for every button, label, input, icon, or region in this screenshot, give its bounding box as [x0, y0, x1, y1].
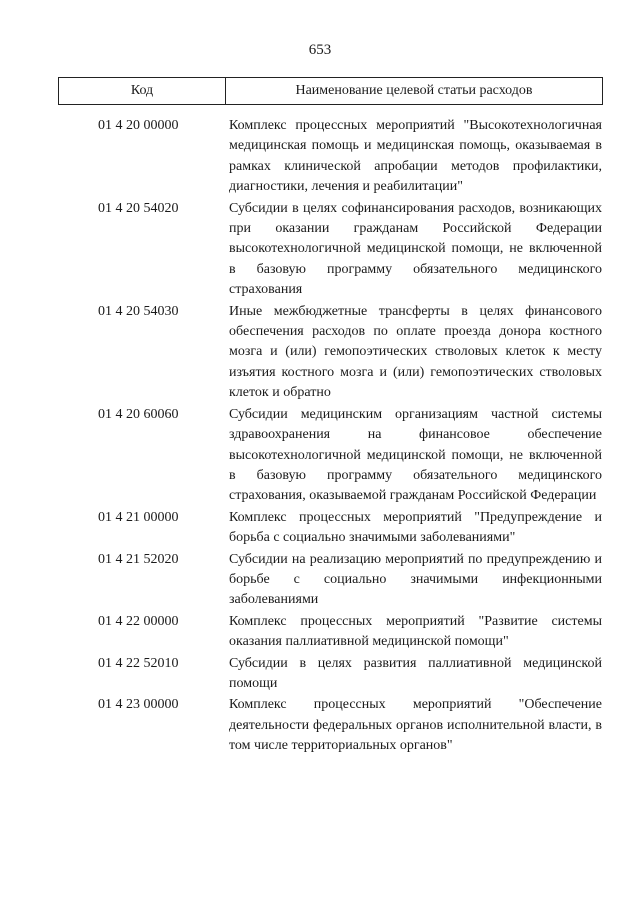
- expense-items-list: [58, 116, 603, 758]
- row-name: Иные межбюджетные трансферты в целях финансового обеспечения расходов по оплате проезда донора костного мозга и (или) гемопоэтических стволовых клеток к месту изъятия костного мозга и (или) гемопоэтических стволовых клеток и обратно: [229, 303, 602, 401]
- column-header-code: Код: [59, 78, 226, 104]
- row-name: Субсидии медицинским организациям частной системы здравоохранения на финансовое обеспечение высокотехнологичной медицинской помощи, не включенной в базовую программу обязательного медицинского страхования, оказываемой гражданам Российской Федерации: [229, 406, 602, 504]
- row-name: Субсидии в целях развития паллиативной медицинской помощи: [229, 655, 602, 691]
- row-name: Комплекс процессных мероприятий "Предупреждение и борьба с социально значимыми заболеваниями": [229, 509, 602, 546]
- row-name: Комплекс процессных мероприятий "Развитие системы оказания паллиативной медицинской помощи": [229, 613, 602, 650]
- table-row: [58, 508, 603, 549]
- row-code: 01 4 21 00000: [98, 509, 179, 525]
- row-code: 01 4 20 60060: [98, 406, 179, 422]
- table-row: [58, 199, 603, 301]
- table-row: [58, 550, 603, 611]
- row-code: 01 4 23 00000: [98, 697, 179, 713]
- page-number: 653: [308, 42, 332, 58]
- row-code: 01 4 22 00000: [98, 613, 179, 629]
- table-row: [58, 116, 603, 198]
- column-header-name: Наименование целевой статьи расходов: [295, 83, 533, 98]
- row-name: Субсидии в целях софинансирования расходов, возникающих при оказании гражданам Российской Федерации высокотехнологичной медицинской помощи, не включенной в базовую программу обязательного медицинского страхования: [229, 200, 602, 298]
- table-row: [58, 695, 603, 756]
- row-code: 01 4 21 52020: [98, 551, 179, 567]
- row-code: 01 4 20 54030: [98, 303, 179, 319]
- table-row: [58, 654, 603, 695]
- table-row: [58, 612, 603, 653]
- row-code: 01 4 20 00000: [98, 118, 179, 133]
- row-code: 01 4 20 54020: [98, 200, 179, 216]
- table-row: [58, 405, 603, 507]
- table-row: [58, 302, 603, 404]
- row-name: Комплекс процессных мероприятий "Высокотехнологичная медицинская помощь и медицинская помощь, оказываемая в рамках клинической апробации методов профилактики, диагностики, лечения и реабилитации": [229, 118, 602, 195]
- table-header: [58, 77, 603, 105]
- row-code: 01 4 22 52010: [98, 655, 179, 671]
- row-name: Субсидии на реализацию мероприятий по предупреждению и борьбе с социально значимыми инфекционными заболеваниями: [229, 551, 602, 608]
- row-name: Комплекс процессных мероприятий "Обеспечение деятельности федеральных органов исполнительной власти, в том числе территориальных органов": [229, 697, 602, 754]
